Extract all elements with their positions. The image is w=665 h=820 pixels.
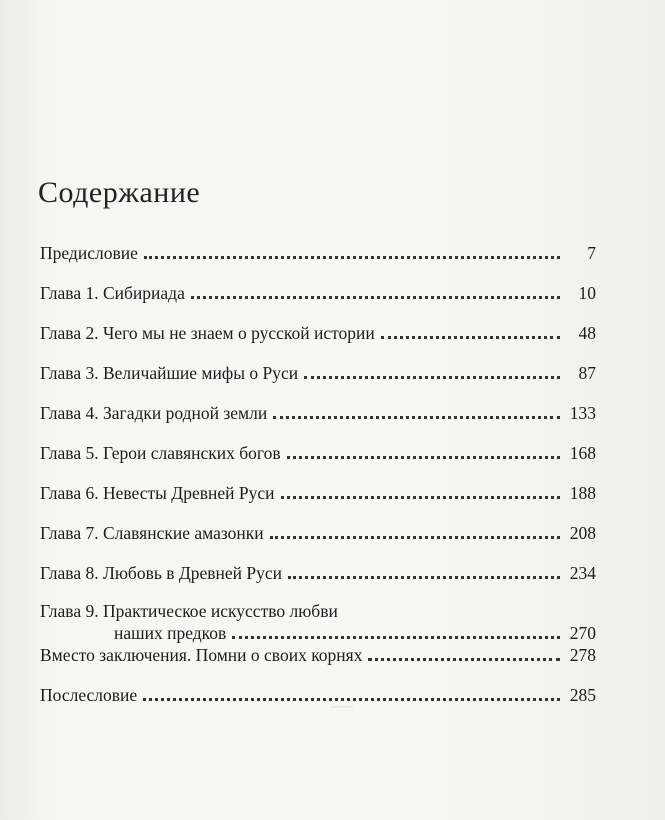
- leader-dots: [381, 326, 560, 339]
- toc-entry[interactable]: [40, 394, 596, 424]
- toc-entry-page: 270: [569, 623, 596, 643]
- leader-dots: [191, 286, 560, 299]
- toc-entry-title: Глава 4. Загадки родной земли: [40, 403, 268, 423]
- toc-entry-title: Предисловие: [40, 243, 138, 263]
- toc-entry[interactable]: [40, 514, 596, 544]
- toc-entry[interactable]: [40, 234, 596, 264]
- toc-entry-title: Глава 1. Сибириада: [40, 283, 185, 303]
- toc-entry-page: 168: [569, 443, 596, 463]
- toc-entry-page: 48: [578, 323, 596, 343]
- toc-entry-page: 87: [578, 363, 596, 383]
- leader-dots: [144, 246, 560, 259]
- toc-entry[interactable]: [40, 636, 596, 666]
- toc-entry[interactable]: [40, 434, 596, 464]
- toc-entry-title: Глава 7. Славянские амазонки: [40, 523, 264, 543]
- leader-dots: [143, 688, 560, 701]
- toc-entry-title: Глава 2. Чего мы не знаем о русской истории: [40, 323, 375, 343]
- toc-entry-title: Глава 3. Величайшие мифы о Руси: [40, 363, 299, 383]
- leader-dots: [281, 486, 561, 499]
- toc-entry-page: 285: [569, 685, 596, 705]
- leader-dots: [287, 446, 560, 459]
- leader-dots: [288, 566, 560, 579]
- page-title: Содержание: [38, 176, 201, 209]
- toc-entry-page: 208: [569, 523, 596, 543]
- toc-entry-title: Глава 8. Любовь в Древней Руси: [40, 563, 283, 583]
- toc-entry-page: 188: [569, 483, 596, 503]
- toc-entry-page: 133: [569, 403, 596, 423]
- toc-entry-title: Глава 5. Герои славянских богов: [40, 443, 281, 463]
- leader-dots: [368, 648, 560, 661]
- leader-dots: [270, 526, 560, 539]
- toc-entry-page: 10: [578, 283, 596, 303]
- toc-entry-title: Глава 9. Практическое искусство любви: [40, 601, 338, 621]
- leader-dots: [273, 406, 560, 419]
- toc-entry-title: Послесловие: [40, 685, 138, 705]
- toc-entry-page: 234: [569, 563, 596, 583]
- toc-entry-page: 278: [569, 645, 596, 665]
- toc-entry-title-continued: наших предков: [114, 623, 227, 643]
- toc-entry[interactable]: [40, 354, 596, 384]
- leader-dots: [304, 366, 560, 379]
- toc-entry[interactable]: [40, 314, 596, 344]
- toc-entry[interactable]: [40, 274, 596, 304]
- toc-entry-page: 7: [587, 243, 596, 263]
- toc-entry[interactable]: [40, 474, 596, 504]
- toc-entry[interactable]: [40, 554, 596, 584]
- toc-entry-title: Вместо заключения. Помни о своих корнях: [40, 645, 363, 665]
- bleed-through-text: —: [330, 690, 354, 719]
- toc-entry-title: Глава 6. Невесты Древней Руси: [40, 483, 275, 503]
- toc-entry[interactable]: [40, 676, 596, 706]
